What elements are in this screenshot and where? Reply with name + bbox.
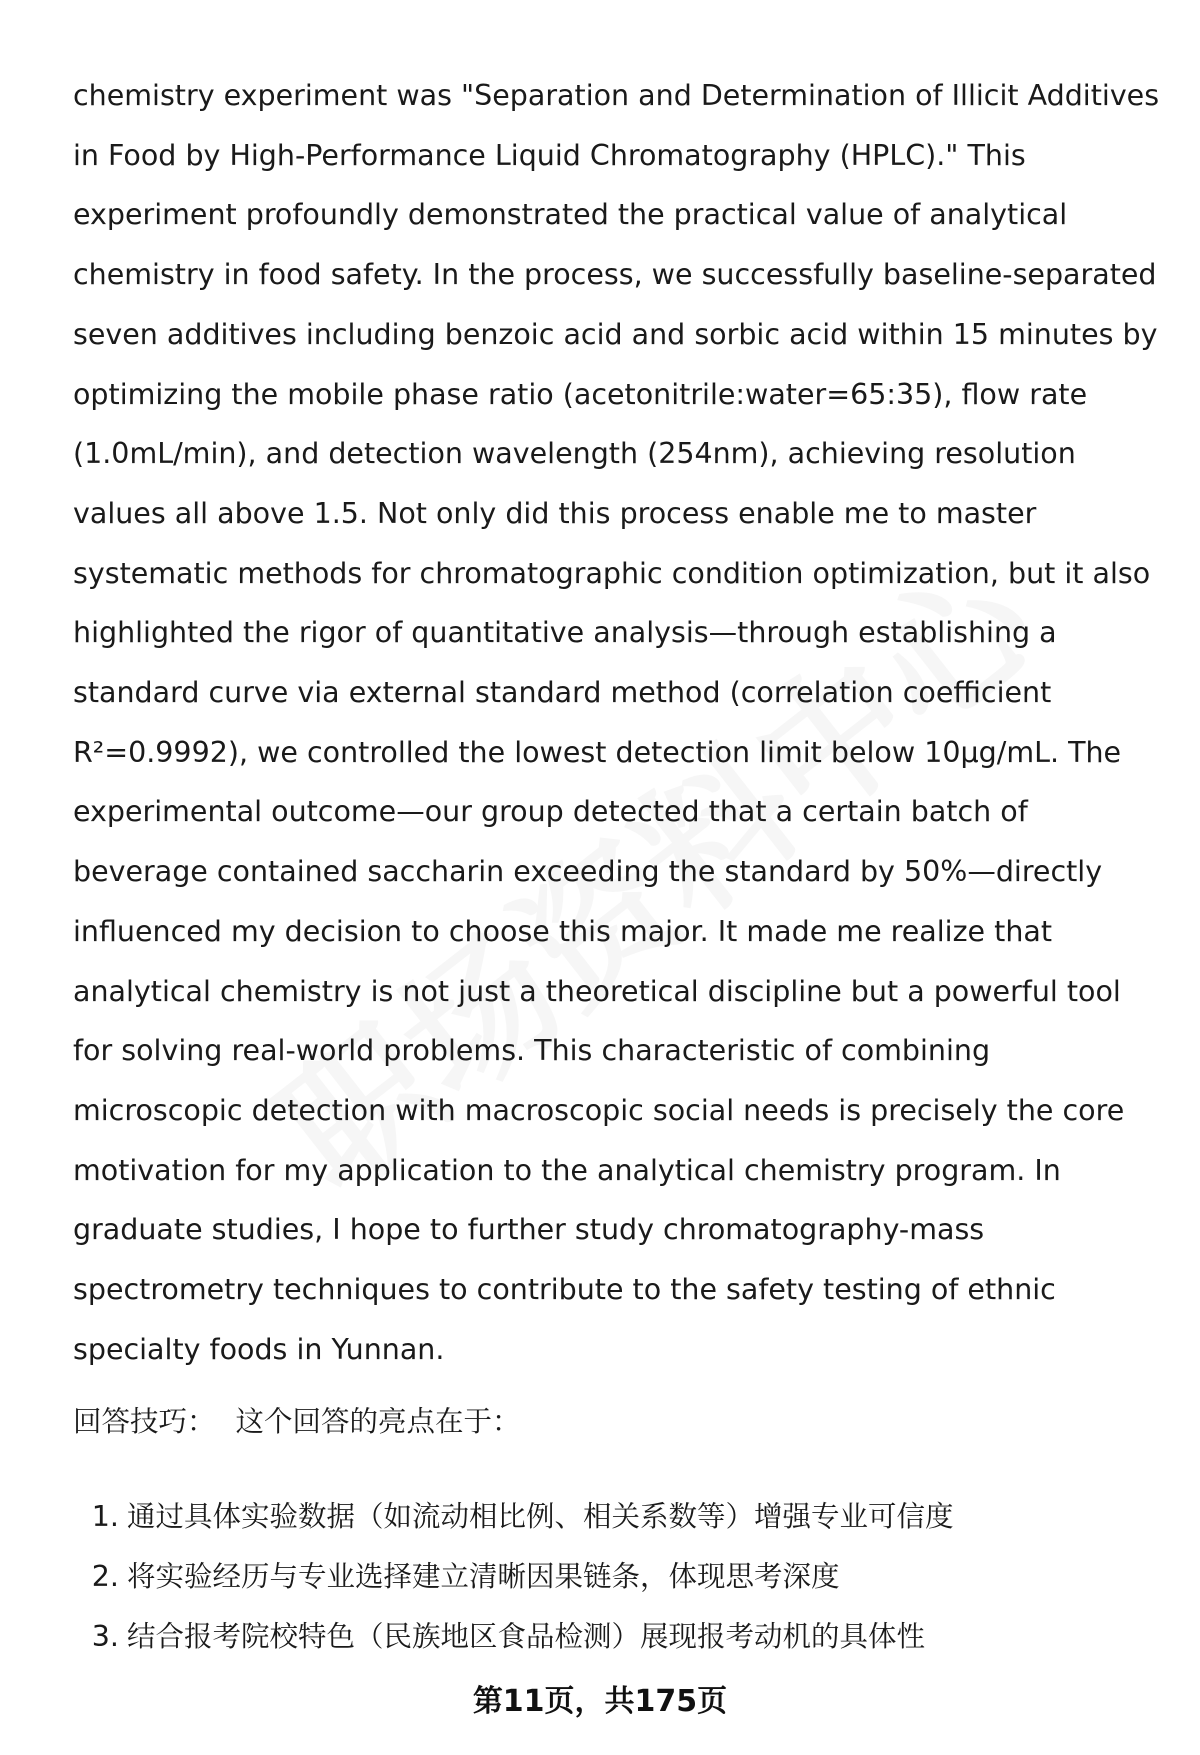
tips-list xyxy=(73,1497,954,1677)
body-line: chemistry in food safety. In the process, we successfully baseline-separated xyxy=(73,258,1157,292)
body-line: values all above 1.5. Not only did this process enable me to master xyxy=(73,496,1037,530)
body-line: graduate studies, I hope to further study chromatography-mass xyxy=(73,1213,985,1247)
body-line: highlighted the rigor of quantitative analysis—through establishing a xyxy=(73,616,1057,650)
body-line: analytical chemistry is not just a theoretical discipline but a powerful tool xyxy=(73,974,1121,1008)
body-line: motivation for my application to the analytical chemistry program. In xyxy=(73,1153,1061,1187)
body-line: for solving real-world problems. This characteristic of combining xyxy=(73,1034,991,1068)
body-line: R²=0.9992), we controlled the lowest detection limit below 10μg/mL. The xyxy=(73,735,1122,769)
list-item-text: 将实验经历与专业选择建立清晰因果链条，体现思考深度 xyxy=(127,1560,840,1593)
body-line: experimental outcome—our group detected that a certain batch of xyxy=(73,795,1028,829)
list-item-text: 结合报考院校特色（民族地区食品检测）展现报考动机的具体性 xyxy=(127,1620,926,1653)
tips-intro: 这个回答的亮点在于： xyxy=(235,1405,521,1438)
body-line: standard curve via external standard method (correlation coefficient xyxy=(73,676,1052,710)
body-line: beverage contained saccharin exceeding the standard by 50%—directly xyxy=(73,855,1103,889)
body-line: in Food by High-Performance Liquid Chromatography (HPLC)." This xyxy=(73,138,1026,172)
body-line: influenced my decision to choose this major. It made me realize that xyxy=(73,914,1053,948)
list-item xyxy=(73,1557,954,1617)
body-paragraph xyxy=(73,66,1160,1379)
body-line: experiment profoundly demonstrated the practical value of analytical xyxy=(73,198,1068,232)
list-item-number: 2. xyxy=(91,1560,119,1593)
tips-label: 回答技巧： xyxy=(73,1405,216,1438)
body-line: seven additives including benzoic acid and sorbic acid within 15 minutes by xyxy=(73,317,1158,351)
body-line: specialty foods in Yunnan. xyxy=(73,1332,445,1366)
list-item-text: 通过具体实验数据（如流动相比例、相关系数等）增强专业可信度 xyxy=(127,1500,954,1533)
body-line: chemistry experiment was "Separation and Determination of Illicit Additives xyxy=(73,79,1160,112)
body-line: systematic methods for chromatographic condition optimization, but it also xyxy=(73,556,1151,590)
list-item-number: 3. xyxy=(91,1620,119,1653)
tips-heading xyxy=(73,1402,521,1442)
body-line: microscopic detection with macroscopic social needs is precisely the core xyxy=(73,1093,1125,1127)
list-item-number: 1. xyxy=(91,1500,119,1533)
page-number-footer: 第11页，共175页 xyxy=(472,1684,728,1719)
body-line: optimizing the mobile phase ratio (acetonitrile:water=65:35), flow rate xyxy=(73,377,1088,411)
list-item xyxy=(73,1617,954,1677)
body-line: spectrometry techniques to contribute to the safety testing of ethnic xyxy=(73,1273,1056,1307)
body-line: (1.0mL/min), and detection wavelength (254nm), achieving resolution xyxy=(73,437,1076,471)
list-item xyxy=(73,1497,954,1557)
